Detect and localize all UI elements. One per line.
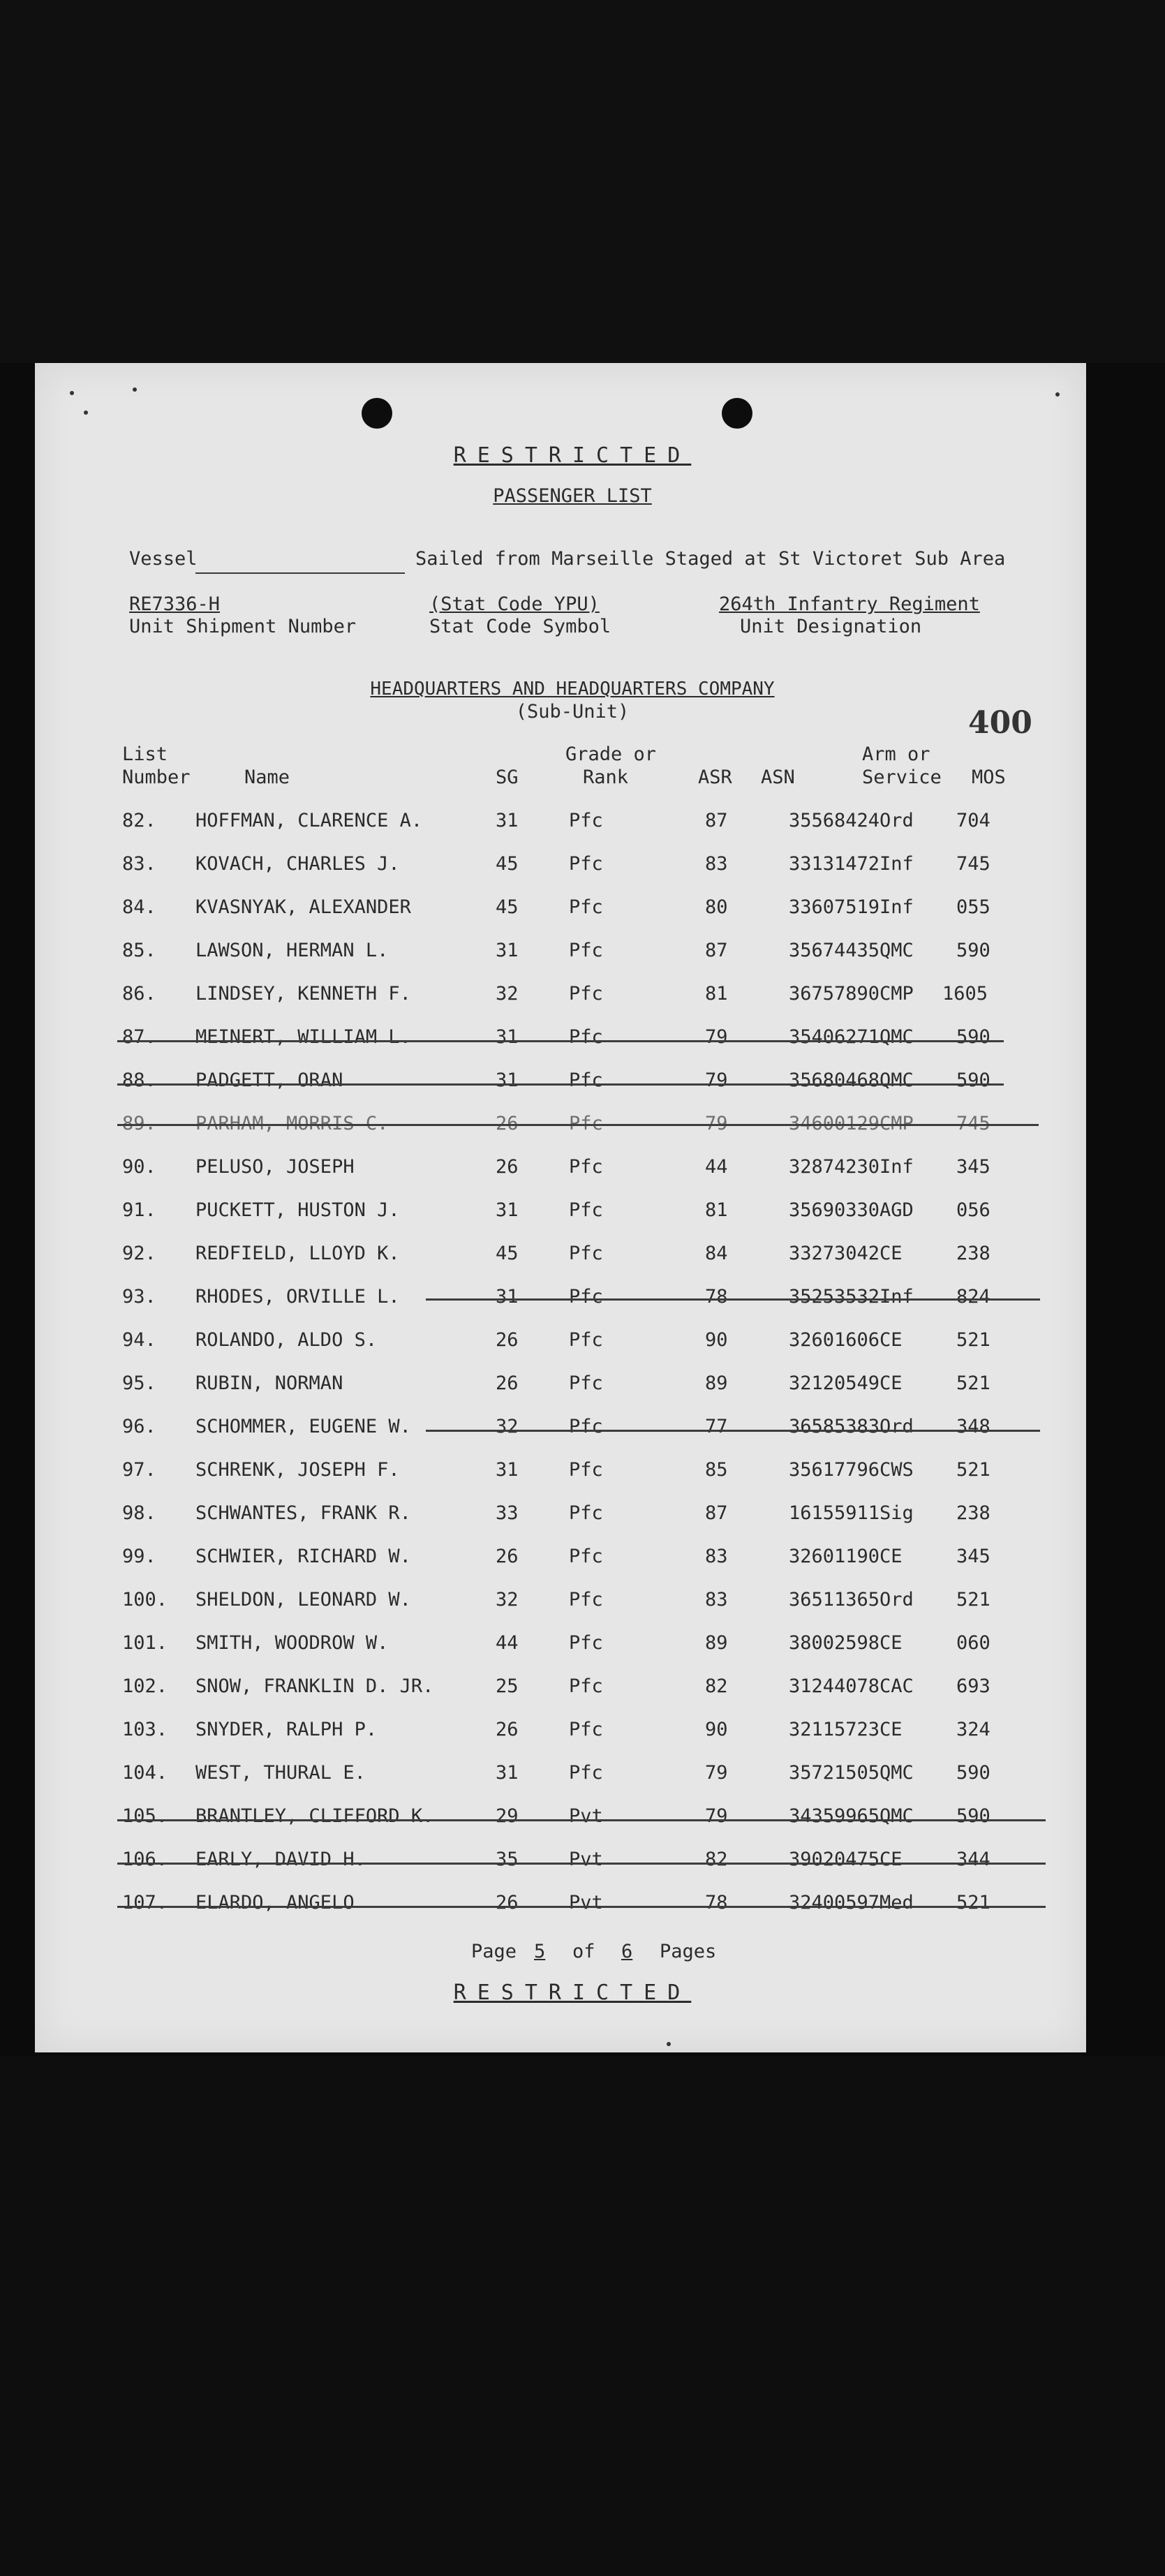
col-asn-header: ASN [761,767,795,788]
row-asr: 77 [705,1416,728,1437]
row-mos: 345 [956,1156,990,1178]
row-asn: 35674435 [789,940,880,961]
row-sg: 31 [496,1762,519,1784]
row-grade: Pfc [569,1632,603,1654]
strikethrough-line [117,1124,1039,1126]
row-mos: 521 [956,1892,990,1914]
row-asr: 79 [705,1805,728,1827]
row-asn: 35721505 [789,1762,880,1784]
row-sg: 44 [496,1632,519,1654]
row-list-number: 86. [122,983,156,1005]
col-list-number-line2: Number [122,767,191,788]
row-grade: Pfc [569,853,603,875]
row-asn: 35690330 [789,1199,880,1221]
row-list-number: 82. [122,810,156,831]
row-asn: 39020475 [789,1849,880,1870]
row-mos: 824 [956,1286,990,1308]
row-asn: 32120549 [789,1372,880,1394]
row-list-number: 84. [122,896,156,918]
row-name: SNYDER, RALPH P. [195,1719,378,1740]
row-asr: 90 [705,1719,728,1740]
row-list-number: 96. [122,1416,156,1437]
row-name: SNOW, FRANKLIN D. JR. [195,1675,434,1697]
row-arm-service: QMC [880,1762,914,1784]
row-asr: 87 [705,940,728,961]
row-grade: Pfc [569,1762,603,1784]
strikethrough-line [117,1863,1046,1865]
row-name: LINDSEY, KENNETH F. [195,983,411,1005]
paper-speck [84,410,88,415]
row-asr: 44 [705,1156,728,1178]
row-arm-service: CE [880,1632,903,1654]
row-sg: 35 [496,1849,519,1870]
table-row [35,853,1086,881]
row-list-number: 91. [122,1199,156,1221]
row-grade: Pfc [569,1459,603,1481]
row-asn: 32601606 [789,1329,880,1351]
strikethrough-line [117,1819,1046,1821]
row-mos: 521 [956,1589,990,1611]
row-asn: 35568424 [789,810,880,831]
row-asn: 35253532 [789,1286,880,1308]
row-arm-service: Inf [880,896,914,918]
row-asr: 80 [705,896,728,918]
row-name: PADGETT, ORAN [195,1069,343,1091]
row-asn: 36511365 [789,1589,880,1611]
row-asn: 31244078 [789,1675,880,1697]
footer-restricted: RESTRICTED [453,1981,692,2005]
table-row [35,896,1086,924]
row-sg: 45 [496,1243,519,1264]
row-asr: 87 [705,810,728,831]
row-mos: 590 [956,1762,990,1784]
table-row [35,810,1086,838]
col-grade-header-line2: Rank [583,767,629,788]
row-name: PELUSO, JOSEPH [195,1156,355,1178]
row-sg: 31 [496,1199,519,1221]
stat-code: (Stat Code YPU) [429,593,600,615]
row-arm-service: QMC [880,1069,914,1091]
row-mos: 590 [956,1026,990,1048]
row-grade: Pvt [569,1805,603,1827]
col-list-number-line1: List [122,743,168,765]
row-asn: 34359965 [789,1805,880,1827]
row-grade: Pfc [569,1026,603,1048]
row-grade: Pfc [569,1156,603,1178]
paper-speck [133,387,137,392]
row-asr: 83 [705,1546,728,1567]
table-row [35,1502,1086,1530]
row-sg: 26 [496,1892,519,1914]
row-asr: 84 [705,1243,728,1264]
row-arm-service: Med [880,1892,914,1914]
page-footer [35,1941,1086,1969]
row-arm-service: CE [880,1546,903,1567]
table-row [35,1892,1086,1920]
paper-speck [70,391,74,395]
row-mos: 344 [956,1849,990,1870]
sailed-from-text: Sailed from Marseille Staged at St Victoret Sub Area [415,548,1006,570]
row-name: REDFIELD, LLOYD K. [195,1243,400,1264]
row-mos: 345 [956,1546,990,1567]
row-grade: Pfc [569,1675,603,1697]
of-label: of [572,1941,595,1962]
page-total: 6 [621,1941,633,1962]
row-asr: 81 [705,1199,728,1221]
row-grade: Pfc [569,1719,603,1740]
row-name: RUBIN, NORMAN [195,1372,343,1394]
row-arm-service: CE [880,1849,903,1870]
row-name: WEST, THURAL E. [195,1762,366,1784]
row-name: KOVACH, CHARLES J. [195,853,400,875]
row-list-number: 94. [122,1329,156,1351]
row-asr: 78 [705,1286,728,1308]
row-asr: 85 [705,1459,728,1481]
row-asr: 79 [705,1026,728,1048]
row-asr: 78 [705,1892,728,1914]
row-mos: 324 [956,1719,990,1740]
row-asn: 34600129 [789,1113,880,1134]
row-arm-service: CE [880,1329,903,1351]
table-row [35,940,1086,968]
table-row [35,1546,1086,1574]
vessel-blank [195,572,405,574]
strikethrough-line [117,1083,1004,1086]
row-asn: 32874230 [789,1156,880,1178]
row-arm-service: Ord [880,1416,914,1437]
row-sg: 45 [496,896,519,918]
row-grade: Pfc [569,940,603,961]
row-sg: 26 [496,1372,519,1394]
row-arm-service: Sig [880,1502,914,1524]
paper-speck [667,2042,671,2046]
row-asn: 32601190 [789,1546,880,1567]
row-arm-service: QMC [880,1805,914,1827]
row-sg: 29 [496,1805,519,1827]
row-name: ROLANDO, ALDO S. [195,1329,378,1351]
row-list-number: 103. [122,1719,168,1740]
row-list-number: 88. [122,1069,156,1091]
row-mos: 745 [956,1113,990,1134]
row-sg: 26 [496,1156,519,1178]
unit-designation-label: Unit Designation [740,616,922,637]
table-row [35,1069,1086,1097]
row-asr: 90 [705,1329,728,1351]
table-row [35,1372,1086,1400]
table-row [35,1849,1086,1877]
row-sg: 31 [496,1026,519,1048]
row-arm-service: QMC [880,940,914,961]
unit-shipment-number: RE7336-H [129,593,221,615]
row-sg: 31 [496,810,519,831]
document-page [35,363,1086,2052]
strikethrough-line [426,1430,1040,1432]
row-mos: 521 [956,1329,990,1351]
handwritten-page-number: 400 [968,705,1032,741]
row-list-number: 102. [122,1675,168,1697]
row-sg: 26 [496,1329,519,1351]
table-row [35,1675,1086,1703]
row-asr: 87 [705,1502,728,1524]
document-subtitle: PASSENGER LIST [493,485,652,507]
table-row [35,1329,1086,1357]
row-asr: 83 [705,1589,728,1611]
row-arm-service: AGD [880,1199,914,1221]
row-arm-service: CE [880,1372,903,1394]
row-sg: 33 [496,1502,519,1524]
table-row [35,1286,1086,1314]
row-sg: 31 [496,1069,519,1091]
row-name: ELARDO, ANGELO [195,1892,355,1914]
row-asr: 83 [705,853,728,875]
film-border-top [0,0,1165,363]
row-asr: 79 [705,1069,728,1091]
row-list-number: 92. [122,1243,156,1264]
row-name: SCHWANTES, FRANK R. [195,1502,411,1524]
table-row [35,1113,1086,1141]
vessel-label: Vessel [129,548,198,570]
row-mos: 704 [956,810,990,831]
row-asn: 16155911 [789,1502,880,1524]
row-arm-service: Inf [880,1156,914,1178]
film-border-bottom [0,2056,1165,2576]
row-name: LAWSON, HERMAN L. [195,940,389,961]
row-sg: 31 [496,1459,519,1481]
row-list-number: 89. [122,1113,156,1134]
punch-hole-left [362,398,392,429]
row-list-number: 85. [122,940,156,961]
table-row [35,1243,1086,1271]
row-list-number: 95. [122,1372,156,1394]
row-sg: 26 [496,1113,519,1134]
row-list-number: 105. [122,1805,168,1827]
row-mos: 590 [956,1069,990,1091]
row-grade: Pfc [569,1199,603,1221]
row-grade: Pfc [569,1113,603,1134]
row-mos: 238 [956,1502,990,1524]
col-arm-header-line1: Arm or [862,743,930,765]
row-asn: 36757890 [789,983,880,1005]
row-list-number: 90. [122,1156,156,1178]
row-name: HOFFMAN, CLARENCE A. [195,810,423,831]
row-sg: 31 [496,1286,519,1308]
row-arm-service: CWS [880,1459,914,1481]
punch-hole-right [722,398,752,429]
row-grade: Pfc [569,1546,603,1567]
row-grade: Pfc [569,1286,603,1308]
col-arm-header-line2: Service [862,767,942,788]
row-sg: 32 [496,1416,519,1437]
row-arm-service: QMC [880,1026,914,1048]
table-row [35,1805,1086,1833]
row-asn: 33607519 [789,896,880,918]
row-list-number: 83. [122,853,156,875]
row-list-number: 93. [122,1286,156,1308]
table-row [35,1156,1086,1184]
page-current: 5 [534,1941,546,1962]
row-sg: 32 [496,983,519,1005]
row-grade: Pvt [569,1849,603,1870]
row-asn: 35680468 [789,1069,880,1091]
row-asr: 89 [705,1372,728,1394]
row-arm-service: CE [880,1243,903,1264]
row-list-number: 99. [122,1546,156,1567]
row-sg: 26 [496,1546,519,1567]
row-mos: 521 [956,1459,990,1481]
row-grade: Pfc [569,896,603,918]
col-grade-header-line1: Grade or [565,743,657,765]
row-asr: 81 [705,983,728,1005]
row-asn: 32400597 [789,1892,880,1914]
row-mos: 590 [956,940,990,961]
row-name: SCHOMMER, EUGENE W. [195,1416,411,1437]
row-mos: 1605 [942,983,988,1005]
row-list-number: 97. [122,1459,156,1481]
row-name: SMITH, WOODROW W. [195,1632,389,1654]
row-mos: 348 [956,1416,990,1437]
table-row [35,1762,1086,1790]
table-row [35,1589,1086,1617]
row-grade: Pfc [569,983,603,1005]
table-row [35,983,1086,1011]
row-asr: 79 [705,1113,728,1134]
paper-speck [1055,392,1060,397]
row-asn: 36585383 [789,1416,880,1437]
table-row [35,1719,1086,1747]
row-grade: Pfc [569,1243,603,1264]
unit-shipment-label: Unit Shipment Number [129,616,357,637]
row-asr: 82 [705,1849,728,1870]
row-name: PUCKETT, HUSTON J. [195,1199,400,1221]
table-row [35,1632,1086,1660]
col-name-header: Name [244,767,290,788]
col-asr-header: ASR [698,767,732,788]
row-list-number: 106. [122,1849,168,1870]
row-arm-service: CE [880,1719,903,1740]
col-mos-header: MOS [972,767,1006,788]
row-arm-service: CMP [880,983,914,1005]
row-grade: Pfc [569,1589,603,1611]
row-mos: 060 [956,1632,990,1654]
row-sg: 32 [496,1589,519,1611]
row-asr: 79 [705,1762,728,1784]
table-row [35,1416,1086,1444]
row-asr: 82 [705,1675,728,1697]
stat-code-label: Stat Code Symbol [429,616,611,637]
row-name: BRANTLEY, CLIFFORD K. [195,1805,434,1827]
unit-designation: 264th Infantry Regiment [719,593,980,615]
row-sg: 26 [496,1719,519,1740]
row-grade: Pfc [569,1416,603,1437]
row-list-number: 107. [122,1892,168,1914]
row-sg: 45 [496,853,519,875]
row-grade: Pfc [569,1372,603,1394]
row-grade: Pfc [569,1329,603,1351]
row-arm-service: Inf [880,1286,914,1308]
row-asn: 33273042 [789,1243,880,1264]
table-row [35,1199,1086,1227]
row-name: SHELDON, LEONARD W. [195,1589,411,1611]
row-list-number: 98. [122,1502,156,1524]
row-asr: 89 [705,1632,728,1654]
table-row [35,1459,1086,1487]
row-list-number: 101. [122,1632,168,1654]
row-asn: 38002598 [789,1632,880,1654]
col-sg-header: SG [496,767,519,788]
row-list-number: 104. [122,1762,168,1784]
sub-unit-label: (Sub-Unit) [515,701,630,723]
row-mos: 238 [956,1243,990,1264]
row-name: SCHRENK, JOSEPH F. [195,1459,400,1481]
row-name: PARHAM, MORRIS C. [195,1113,389,1134]
row-arm-service: Inf [880,853,914,875]
row-name: EARLY, DAVID H. [195,1849,366,1870]
row-name: RHODES, ORVILLE L. [195,1286,400,1308]
row-sg: 31 [496,940,519,961]
strikethrough-line [426,1298,1040,1301]
row-mos: 590 [956,1805,990,1827]
sub-unit: HEADQUARTERS AND HEADQUARTERS COMPANY [370,679,775,699]
row-mos: 056 [956,1199,990,1221]
row-grade: Pvt [569,1892,603,1914]
row-mos: 745 [956,853,990,875]
page-label: Page [471,1941,517,1962]
row-mos: 693 [956,1675,990,1697]
strikethrough-line [117,1040,1004,1042]
row-mos: 521 [956,1372,990,1394]
pages-label: Pages [660,1941,717,1962]
row-name: KVASNYAK, ALEXANDER [195,896,411,918]
strikethrough-line [117,1906,1046,1908]
row-asn: 35406271 [789,1026,880,1048]
row-asn: 33131472 [789,853,880,875]
row-asn: 35617796 [789,1459,880,1481]
row-list-number: 100. [122,1589,168,1611]
row-list-number: 87. [122,1026,156,1048]
row-arm-service: CAC [880,1675,914,1697]
row-arm-service: Ord [880,810,914,831]
row-mos: 055 [956,896,990,918]
row-arm-service: CMP [880,1113,914,1134]
row-sg: 25 [496,1675,519,1697]
row-grade: Pfc [569,1502,603,1524]
row-name: SCHWIER, RICHARD W. [195,1546,411,1567]
row-name: MEINERT, WILLIAM L. [195,1026,411,1048]
row-grade: Pfc [569,1069,603,1091]
row-asn: 32115723 [789,1719,880,1740]
document-title: RESTRICTED [453,443,692,468]
table-row [35,1026,1086,1054]
row-arm-service: Ord [880,1589,914,1611]
row-grade: Pfc [569,810,603,831]
